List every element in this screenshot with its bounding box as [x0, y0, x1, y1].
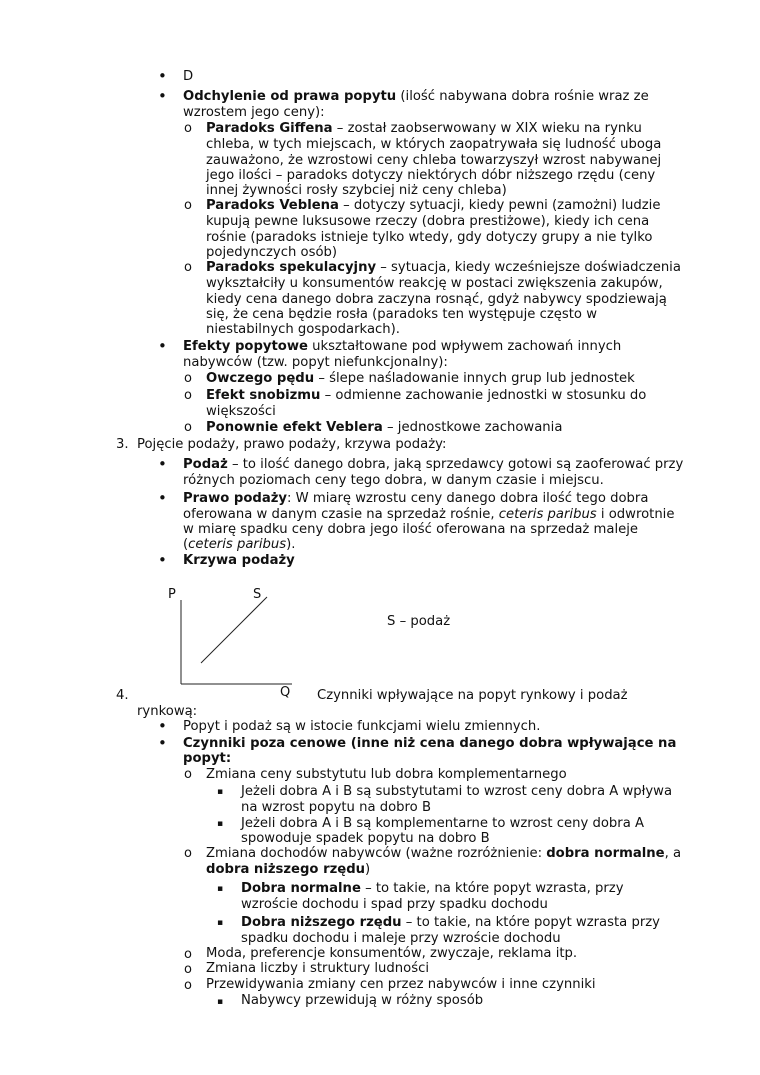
text-line: kupują pewne luksusowe rzeczy (dobra prestiżowe), kiedy ich cena — [206, 214, 650, 229]
square-bullet-icon: ▪ — [217, 918, 224, 928]
list-item: Jeżeli dobra A i B są substytutami to wzrost ceny dobra A wpływa — [241, 784, 673, 799]
bullet-icon: • — [158, 87, 167, 105]
circle-bullet-icon: o — [184, 388, 192, 403]
list-item: Paradoks spekulacyjny – sytuacja, kiedy wcześniejsze doświadczenia — [206, 260, 681, 275]
list-item-d: D — [183, 69, 194, 84]
section-number: 3. — [116, 437, 129, 452]
bullet-icon: • — [158, 734, 167, 752]
circle-bullet-icon: o — [184, 767, 192, 782]
list-item: Nabywcy przewidują w różny sposób — [241, 993, 484, 1008]
square-bullet-icon: ▪ — [217, 997, 224, 1007]
bullet-icon: • — [158, 455, 167, 473]
list-item: Dobra normalne – to takie, na które popyt wzrasta, przy — [241, 881, 624, 896]
list-item: Prawo podaży: W miarę wzrostu ceny danego dobra ilość tego dobra — [183, 491, 649, 506]
text-line: różnych poziomach ceny tego dobra, w danym czasie i miejscu. — [183, 473, 604, 488]
bullet-icon: • — [158, 717, 167, 735]
square-bullet-icon: ▪ — [217, 787, 224, 797]
text-line: innej żywności rosły szybciej niż ceny chleba) — [206, 183, 507, 198]
square-bullet-icon: ▪ — [217, 884, 224, 894]
square-bullet-icon: ▪ — [217, 819, 224, 829]
curve-label-s: S — [253, 587, 262, 602]
bullet-icon: • — [158, 337, 167, 355]
text-line: w miarę spadku ceny dobra jego ilość oferowana na sprzedaż maleje — [183, 522, 639, 537]
circle-bullet-icon: o — [184, 198, 192, 213]
circle-bullet-icon: o — [184, 846, 192, 861]
axis-label-p: P — [168, 587, 176, 602]
text-line: większości — [206, 404, 276, 419]
supply-curve-diagram — [160, 580, 320, 700]
text-line: wzroście dochodu i spad przy spadku dochodu — [241, 897, 548, 912]
text-line: wykształciły u konsumentów reakcję w postaci zwiększenia zakupów, — [206, 276, 663, 291]
text-line: chleba, w tych miejscach, w których zaopatrywała się ludność uboga — [206, 137, 662, 152]
circle-bullet-icon: o — [184, 371, 192, 386]
text-line: popyt: — [183, 751, 232, 766]
list-item: Owczego pędu – ślepe naśladowanie innych grup lub jednostek — [206, 371, 635, 386]
list-item: Moda, preferencje konsumentów, zwyczaje, reklama itp. — [206, 946, 578, 961]
text-line: dobra niższego rzędu) — [206, 862, 371, 877]
text-line: oferowana w danym czasie na sprzedaż rośnie, ceteris paribus i odwrotnie — [183, 507, 675, 522]
list-item: Paradoks Giffena – został zaobserwowany w XIX wieku na rynku — [206, 121, 642, 136]
text-line: wzrostem jego ceny): — [183, 105, 325, 120]
text-line: zauważono, że wzrostowi ceny chleba towarzyszył wzrost nabywanej — [206, 153, 662, 168]
list-item: Dobra niższego rzędu – to takie, na które popyt wzrasta przy — [241, 915, 660, 930]
text-line: (ceteris paribus). — [183, 537, 296, 552]
list-item: Ponownie efekt Veblera – jednostkowe zachowania — [206, 420, 563, 435]
list-item: Efekty popytowe ukształtowane pod wpływem zachowań innych — [183, 339, 622, 354]
list-item: Przewidywania zmiany cen przez nabywców i inne czynniki — [206, 977, 596, 992]
list-item: Czynniki poza cenowe (inne niż cena danego dobra wpływające na — [183, 736, 677, 751]
list-item: Zmiana dochodów nabywców (ważne rozróżnienie: dobra normalne, a — [206, 846, 682, 861]
list-item: Jeżeli dobra A i B są komplementarne to wzrost ceny dobra A — [241, 816, 644, 831]
bullet-icon: • — [158, 551, 167, 569]
section-heading-cont: rynkową: — [137, 704, 198, 719]
section-number: 4. — [116, 688, 129, 703]
text-line: pojedynczych osób) — [206, 245, 338, 260]
text-line: rośnie (paradoks istnieje tylko wtedy, gdy dotyczy grupy a nie tylko — [206, 230, 653, 245]
list-item: Zmiana ceny substytutu lub dobra komplementarnego — [206, 767, 567, 782]
circle-bullet-icon: o — [184, 962, 192, 977]
circle-bullet-icon: o — [184, 947, 192, 962]
text-line: spowoduje spadek popytu na dobro B — [241, 831, 490, 846]
text-line: spadku dochodu i maleje przy wzroście dochodu — [241, 931, 561, 946]
section-heading: Pojęcie podaży, prawo podaży, krzywa podaży: — [137, 437, 447, 452]
circle-bullet-icon: o — [184, 260, 192, 275]
list-item: Zmiana liczby i struktury ludności — [206, 961, 429, 976]
circle-bullet-icon: o — [184, 420, 192, 435]
circle-bullet-icon: o — [184, 978, 192, 993]
list-item: Podaż – to ilość danego dobra, jaką sprzedawcy gotowi są zaoferować przy — [183, 457, 684, 472]
list-item: Krzywa podaży — [183, 553, 295, 568]
text-line: niestabilnych gospodarkach). — [206, 322, 400, 337]
circle-bullet-icon: o — [184, 121, 192, 136]
text-line: kiedy cena danego dobra zaczyna rosnąć, gdyż nabywcy spodziewają — [206, 292, 667, 307]
text-line: nabywców (tzw. popyt niefunkcjonalny): — [183, 355, 448, 370]
list-item: Efekt snobizmu – odmienne zachowanie jednostki w stosunku do — [206, 388, 647, 403]
diagram-caption: S – podaż — [387, 614, 451, 629]
bullet-icon: • — [158, 67, 167, 85]
list-item: Popyt i podaż są w istocie funkcjami wielu zmiennych. — [183, 719, 541, 734]
supply-line — [201, 597, 267, 663]
text-line: jego ilości – paradoks dotyczy niektórych dóbr niższego rzędu (ceny — [206, 168, 656, 183]
list-item: Odchylenie od prawa popytu (ilość nabywana dobra rośnie wraz ze — [183, 89, 649, 104]
list-item: Paradoks Veblena – dotyczy sytuacji, kiedy pewni (zamożni) ludzie — [206, 198, 661, 213]
axis-label-q: Q — [280, 685, 291, 700]
text-line: się, że cena będzie rosła (paradoks ten występuje często w — [206, 307, 597, 322]
text-line: na wzrost popytu na dobro B — [241, 800, 431, 815]
section-heading: Czynniki wpływające na popyt rynkowy i podaż — [317, 688, 628, 703]
bullet-icon: • — [158, 489, 167, 507]
